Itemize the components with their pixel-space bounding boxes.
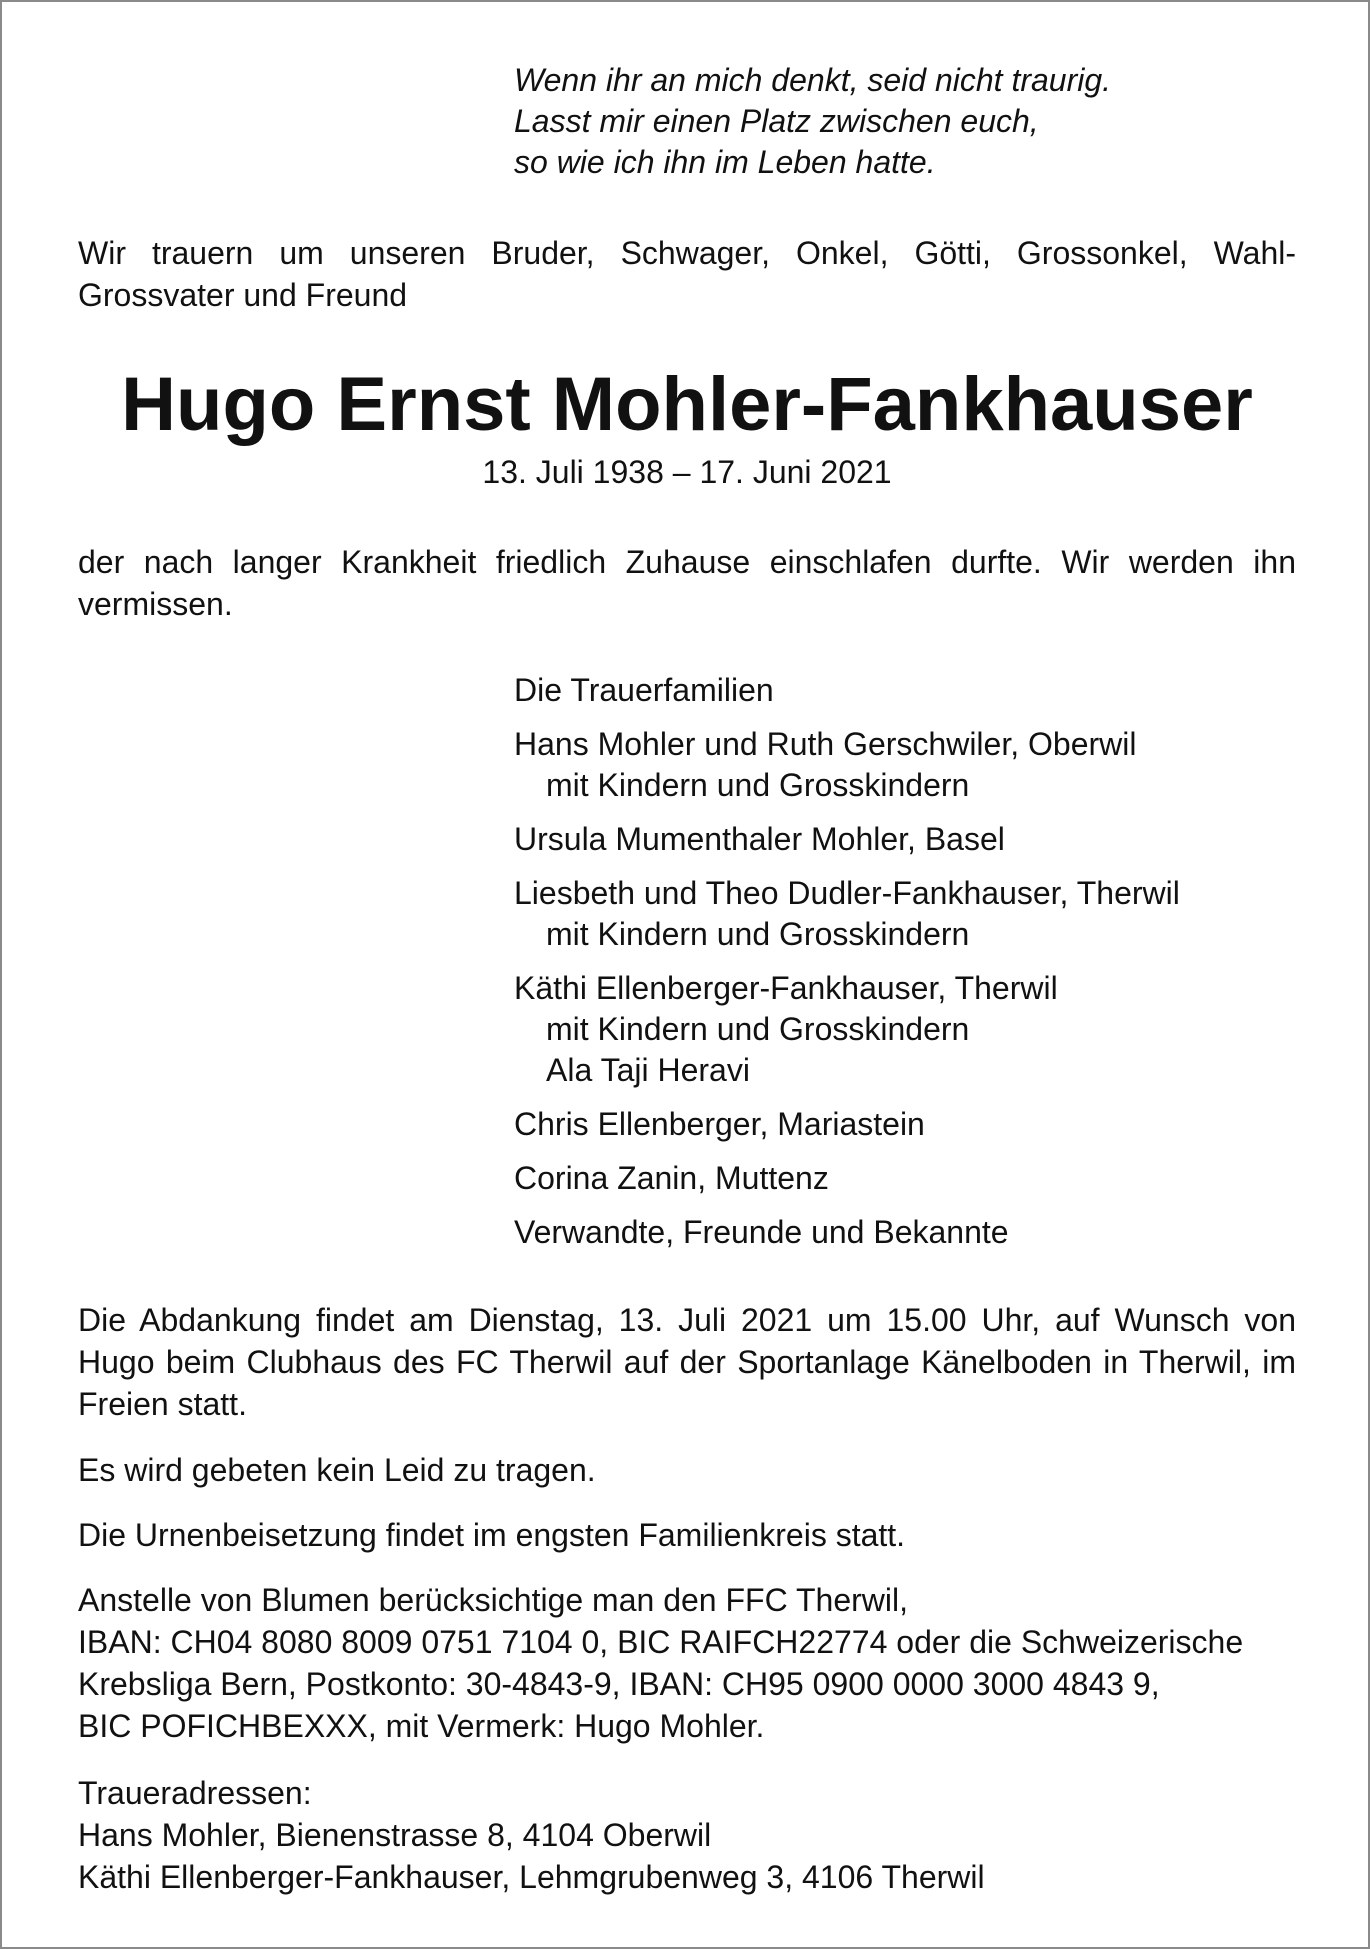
dress-note: Es wird gebeten kein Leid zu tragen. (78, 1452, 596, 1488)
address-line: Käthi Ellenberger-Fankhauser, Lehmgrubenweg 3, 4106 Therwil (78, 1859, 985, 1895)
family-name: Käthi Ellenberger-Fankhauser, Therwil (514, 970, 1058, 1006)
family-name: Ursula Mumenthaler Mohler, Basel (514, 821, 1005, 857)
mourning-addresses (78, 1772, 985, 1898)
family-subline: mit Kindern und Grosskindern (546, 916, 970, 952)
family-entry (514, 819, 1180, 860)
motto-line: Wenn ihr an mich denkt, seid nicht traurig. (514, 62, 1112, 98)
donation-line: IBAN: CH04 8080 8009 0751 7104 0, BIC RAIFCH22774 oder die Schweizerische (78, 1624, 1244, 1660)
family-entry (514, 724, 1180, 806)
family-name: Hans Mohler und Ruth Gerschwiler, Oberwil (514, 726, 1137, 762)
family-name: Verwandte, Freunde und Bekannte (514, 1214, 1009, 1250)
life-dates: 13. Juli 1938 – 17. Juni 2021 (482, 454, 892, 490)
deceased-name: Hugo Ernst Mohler-Fankhauser (121, 362, 1253, 447)
motto-quote (514, 60, 1111, 183)
ceremony-text: Die Abdankung findet am Dienstag, 13. Juli 2021 um 15.00 Uhr, auf Wunsch von Hugo beim Clubhaus des FC Therwil auf der Sportanlage Känelboden in Therwil, im Freien statt. (78, 1302, 1296, 1422)
motto-line: so wie ich ihn im Leben hatte. (514, 144, 936, 180)
family-name: Corina Zanin, Muttenz (514, 1160, 829, 1196)
donation-line: Anstelle von Blumen berücksichtige man den FFC Therwil, (78, 1582, 908, 1618)
family-subline: mit Kindern und Grosskindern (546, 767, 970, 803)
motto-line: Lasst mir einen Platz zwischen euch, (514, 103, 1039, 139)
family-subline: Ala Taji Heravi (546, 1052, 750, 1088)
intro-text: Wir trauern um unseren Bruder, Schwager, Onkel, Götti, Grossonkel, Wahl-Grossvater und Freund (78, 235, 1296, 313)
family-name: Chris Ellenberger, Mariastein (514, 1106, 925, 1142)
statement-text: der nach langer Krankheit friedlich Zuhause einschlafen durfte. Wir werden ihn vermissen. (78, 544, 1296, 622)
donation-line: Krebsliga Bern, Postkonto: 30-4843-9, IBAN: CH95 0900 0000 3000 4843 9, (78, 1666, 1160, 1702)
donation-info (78, 1579, 1296, 1747)
family-entry (514, 1158, 1180, 1199)
family-entry (514, 873, 1180, 955)
addresses-heading: Traueradressen: (78, 1775, 312, 1811)
address-line: Hans Mohler, Bienenstrasse 8, 4104 Oberwil (78, 1817, 712, 1853)
burial-note: Die Urnenbeisetzung findet im engsten Familienkreis statt. (78, 1517, 906, 1553)
family-name: Liesbeth und Theo Dudler-Fankhauser, Therwil (514, 875, 1180, 911)
mourners-list (514, 670, 1180, 1266)
donation-line: BIC POFICHBEXXX, mit Vermerk: Hugo Mohler. (78, 1708, 765, 1744)
mourners-heading: Die Trauerfamilien (514, 672, 774, 708)
family-entry (514, 1104, 1180, 1145)
family-entry (514, 968, 1180, 1091)
family-entry (514, 1212, 1180, 1253)
family-subline: mit Kindern und Grosskindern (546, 1011, 970, 1047)
